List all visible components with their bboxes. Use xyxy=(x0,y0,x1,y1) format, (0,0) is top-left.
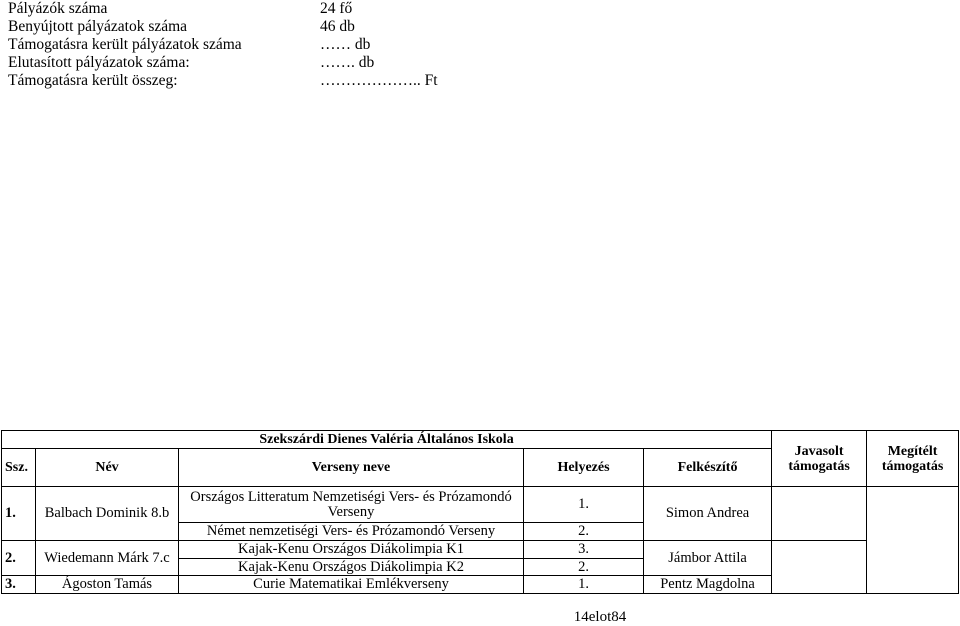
teacher-name: Pentz Magdolna xyxy=(644,576,772,594)
summary-row-applicants xyxy=(8,0,438,18)
summary-row-supported xyxy=(8,36,438,54)
summary-value: …… db xyxy=(320,36,371,53)
header-nev: Név xyxy=(36,449,179,487)
school-name: Szekszárdi Dienes Valéria Általános Iskola xyxy=(2,431,772,449)
megitelt-cell xyxy=(867,487,959,594)
header-ssz: Ssz. xyxy=(2,449,36,487)
summary-row-submitted xyxy=(8,18,438,36)
summary-value: ……. db xyxy=(320,54,375,71)
student-name: Balbach Dominik 8.b xyxy=(36,487,179,541)
competition-name: Német nemzetiségi Vers- és Prózamondó Verseny xyxy=(179,523,524,541)
summary-label: Támogatásra került összeg: xyxy=(8,72,178,89)
summary-row-rejected xyxy=(8,54,438,72)
summary-label: Támogatásra került pályázatok száma xyxy=(8,36,242,53)
teacher-name: Jámbor Attila xyxy=(644,541,772,576)
summary-block xyxy=(8,0,438,90)
competition-name: Kajak-Kenu Országos Diákolimpia K2 xyxy=(179,559,524,576)
placement: 2. xyxy=(524,559,644,576)
header-megitelt: Megítélt támogatás xyxy=(867,431,959,487)
placement: 2. xyxy=(524,523,644,541)
competition-name: Curie Matematikai Emlékverseny xyxy=(179,576,524,594)
placement: 1. xyxy=(524,576,644,594)
header-javasolt: Javasolt támogatás xyxy=(772,431,867,487)
summary-label: Pályázók száma xyxy=(8,0,108,17)
summary-value: 24 fő xyxy=(320,0,353,17)
summary-row-amount xyxy=(8,72,438,90)
student-name: Ágoston Tamás xyxy=(36,576,179,594)
competition-name: Kajak-Kenu Országos Diákolimpia K1 xyxy=(179,541,524,559)
row-number: 2. xyxy=(2,541,36,576)
row-number: 1. xyxy=(2,487,36,541)
summary-label: Benyújtott pályázatok száma xyxy=(8,18,188,35)
placement: 3. xyxy=(524,541,644,559)
header-verseny: Verseny neve xyxy=(179,449,524,487)
table-row xyxy=(2,541,959,559)
header-felkeszito: Felkészítő xyxy=(644,449,772,487)
javasolt-cell xyxy=(772,487,867,541)
summary-label: Elutasított pályázatok száma: xyxy=(8,54,190,71)
summary-value: 46 db xyxy=(320,18,355,35)
row-number: 3. xyxy=(2,576,36,594)
table-row xyxy=(2,487,959,523)
student-name: Wiedemann Márk 7.c xyxy=(36,541,179,576)
page-footer-label: 14elot84 xyxy=(573,609,627,625)
javasolt-cell xyxy=(772,541,867,594)
results-table xyxy=(1,430,959,594)
placement: 1. xyxy=(524,487,644,523)
header-helyezes: Helyezés xyxy=(524,449,644,487)
competition-name: Országos Litteratum Nemzetiségi Vers- és Prózamondó Verseny xyxy=(179,487,524,523)
summary-value: ……………….. Ft xyxy=(320,72,438,89)
teacher-name: Simon Andrea xyxy=(644,487,772,541)
